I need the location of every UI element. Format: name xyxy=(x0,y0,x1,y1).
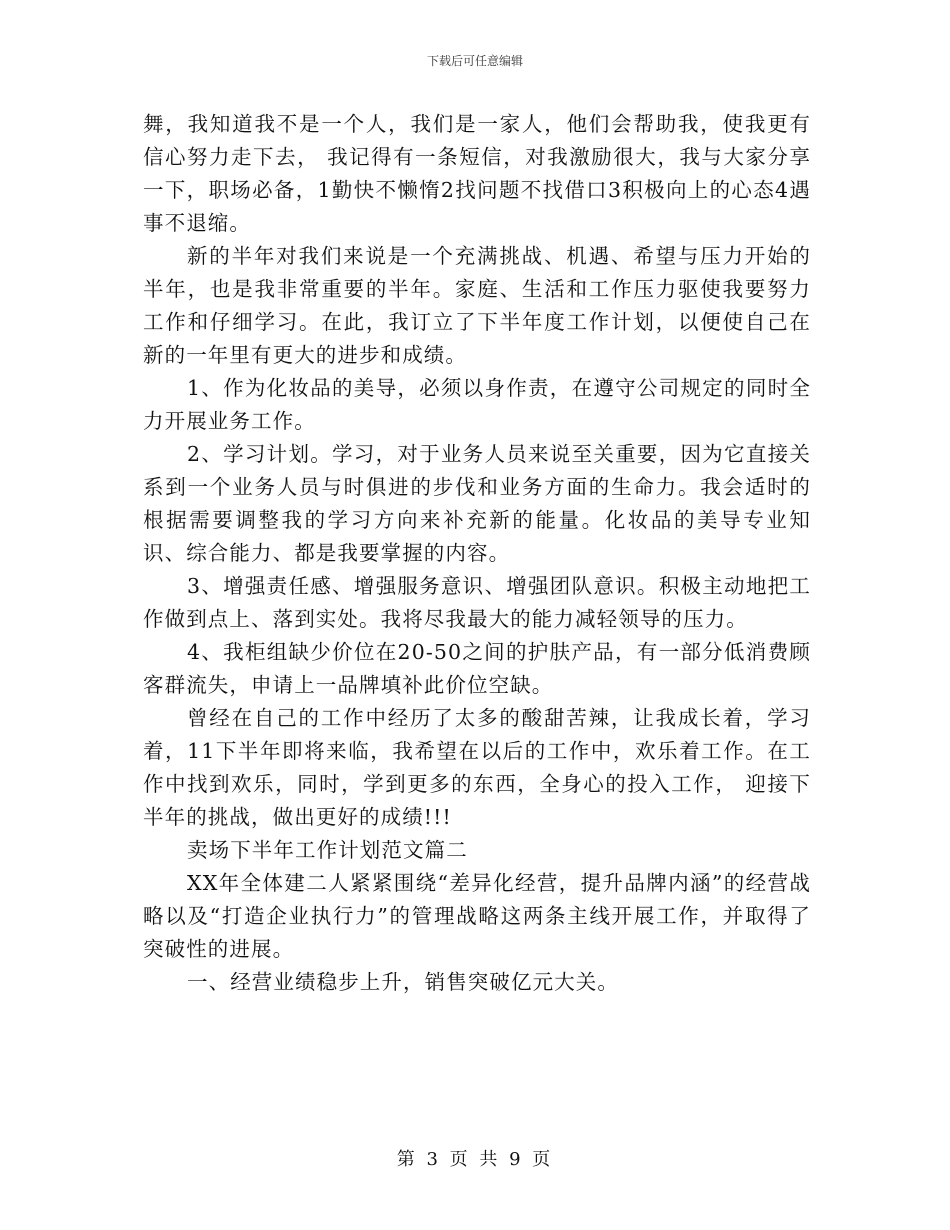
paragraph-4: 2、学习计划。学习，对于业务人员来说至关重要，因为它直接关系到一个业务人员与时俱进的步伐和业务方面的生命力。我会适时的根据需要调整我的学习方向来补充新的能量。化妆品的美导专业知识、综合能力、都是我要掌握的内容。 xyxy=(143,442,811,565)
paragraph-7: 曾经在自己的工作中经历了太多的酸甜苦辣，让我成长着，学习着，11下半年即将来临，我希望在以后的工作中，欢乐着工作。在工作中找到欢乐，同时，学到更多的东西，全身心的投入工作， 迎接下半年的挑战，做出更好的成绩!!! xyxy=(143,706,811,829)
paragraph-6: 4、我柜组缺少价位在20-50之间的护肤产品，有一部分低消费顾客群流失，申请上一品牌填补此价位空缺。 xyxy=(143,640,811,697)
page-header-note: 下载后可任意编辑 xyxy=(426,54,523,68)
paragraph-5: 3、增强责任感、增强服务意识、增强团队意识。积极主动地把工作做到点上、落到实处。我将尽我最大的能力减轻领导的压力。 xyxy=(143,574,811,631)
paragraph-9: 一、经营业绩稳步上升，销售突破亿元大关。 xyxy=(187,970,619,994)
section-title: 卖场下半年工作计划范文篇二 xyxy=(187,838,468,862)
page-number: 第 3 页 共 9 页 xyxy=(396,1149,554,1170)
paragraph-2: 新的半年对我们来说是一个充满挑战、机遇、希望与压力开始的半年，也是我非常重要的半年。家庭、生活和工作压力驱使我要努力工作和仔细学习。在此，我订立了下半年度工作计划，以便使自己在新的一年里有更大的进步和成绩。 xyxy=(143,244,811,367)
paragraph-3: 1、作为化妆品的美导，必须以身作责，在遵守公司规定的同时全力开展业务工作。 xyxy=(143,376,811,433)
document-body xyxy=(143,108,811,999)
paragraph-8: XX年全体建二人紧紧围绕“差异化经营，提升品牌内涵”的经营战略以及“打造企业执行力”的管理战略这两条主线开展工作，并取得了突破性的进展。 xyxy=(143,871,811,961)
paragraph-1: 舞，我知道我不是一个人，我们是一家人，他们会帮助我，使我更有信心努力走下去， 我记得有一条短信，对我激励很大，我与大家分享一下，职场必备，1勤快不懒惰2找问题不找借口3积极向上的心态4遇事不退缩。 xyxy=(143,112,811,235)
